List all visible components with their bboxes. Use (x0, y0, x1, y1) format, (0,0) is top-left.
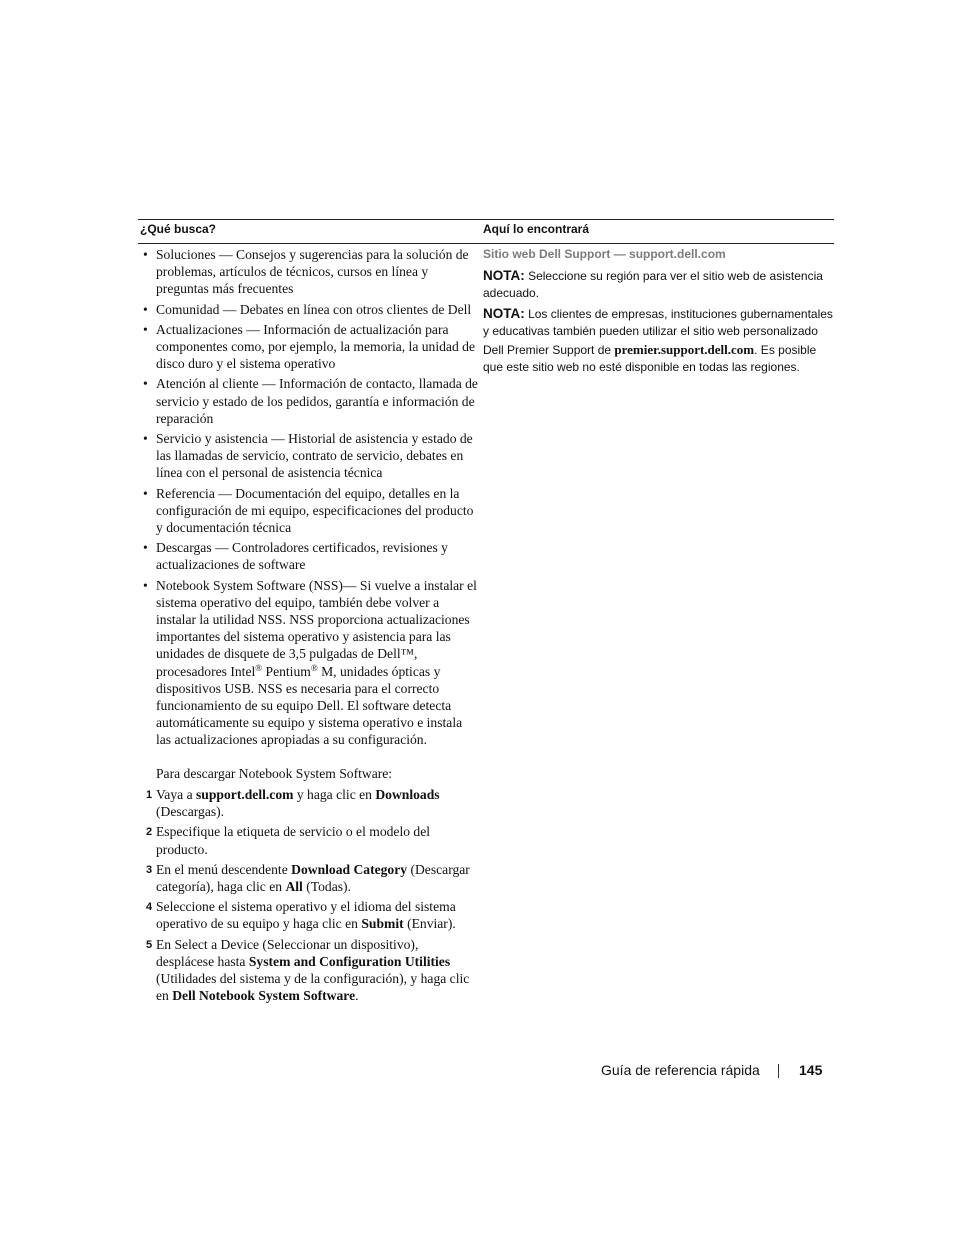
list-item-nss: • Notebook System Software (NSS)— Si vuelve a instalar el sistema operativo del equipo, también debe volver a instalar la utilidad NSS. NSS proporciona actualizaciones importantes del sistema operativo y asistencia para las unidades de disquete de 3,5 pulgadas de Dell™, procesadores Intel® Pentium® M, unidades ópticas y dispositivos USB. NSS es necesaria para el correcto funcionamiento de su equipo Dell. El software detecta automáticamente su equipo y sistema operativo e instala las actualizaciones apropiadas a su configuración. (143, 577, 477, 748)
bullet-icon: • (143, 247, 148, 262)
list-item: • Servicio y asistencia — Historial de asistencia y estado de las llamadas de servicio, contrato de servicio, debates en línea con el personal de asistencia técnica (143, 431, 473, 481)
header-what-looking-for: ¿Qué busca? (140, 222, 217, 236)
support-site-link[interactable]: support.dell.com (196, 786, 294, 802)
premier-support-url[interactable]: premier.support.dell.com (614, 341, 755, 357)
download-steps (138, 786, 478, 1004)
support-site-url[interactable]: support.dell.com (629, 247, 726, 261)
note-label: NOTA: (483, 267, 525, 283)
list-item: • Atención al cliente — Información de contacto, llamada de servicio y estado de los pedidos, garantía e información de reparación (143, 376, 478, 426)
submit-label: Submit (361, 916, 404, 932)
bullet-icon: • (143, 540, 148, 556)
bullet-icon: • (143, 301, 148, 317)
all-label: All (285, 878, 303, 894)
support-site-heading: Sitio web Dell Support — support.dell.com (483, 247, 726, 261)
downloads-label: Downloads (375, 786, 440, 802)
note-region: NOTA: Seleccione su región para ver el sitio web de asistencia adecuado. (483, 267, 823, 300)
bullet-icon: • (143, 485, 148, 501)
footer-divider (778, 1064, 779, 1078)
step-item: 5 En Select a Device (Seleccionar un dispositivo), desplácese hasta System and Configuration Utilities (Utilidades del sistema y de la configuración), y haga clic en Dell Notebook System Software. (146, 936, 470, 1004)
step-item: 3 En el menú descendente Download Category (Descargar categoría), haga clic en All (Todas). (146, 861, 470, 894)
page-number: 145 (799, 1062, 823, 1078)
dell-nss-label: Dell Notebook System Software (172, 988, 356, 1004)
system-config-utilities-label: System and Configuration Utilities (248, 953, 451, 969)
note-premier: NOTA: Los clientes de empresas, instituciones gubernamentales y educativas también pueden utilizar el sitio web personalizado Dell Premier Support de premier.support.dell.com. Es posible que este sitio web no esté disponible en todas las regiones. (483, 305, 833, 374)
bullet-icon: • (143, 321, 148, 337)
right-column (483, 246, 835, 379)
table-header-rule (138, 243, 834, 244)
note-label: NOTA: (483, 305, 525, 321)
list-item: • Comunidad — Debates en línea con otros clientes de Dell (143, 301, 472, 317)
bullet-icon: • (143, 376, 148, 392)
topic-list (138, 246, 478, 749)
list-item: • Referencia — Documentación del equipo, detalles en la configuración de mi equipo, especificaciones del producto y documentación técnica (143, 485, 474, 536)
table-top-rule (138, 219, 834, 220)
header-where-to-find: Aquí lo encontrará (483, 222, 590, 236)
left-column (138, 246, 478, 1007)
list-item: • Descargas — Controladores certificados, revisiones y actualizaciones de software (143, 540, 448, 573)
download-category-label: Download Category (291, 861, 408, 877)
bullet-icon: • (143, 577, 148, 593)
list-item: • Actualizaciones — Información de actualización para componentes como, por ejemplo, la memoria, la unidad de disco duro y el sistema operativo (143, 321, 475, 372)
step-item: 1 Vaya a support.dell.com y haga clic en Downloads (Descargas). (146, 786, 440, 820)
page-footer (0, 1062, 954, 1082)
footer-title: Guía de referencia rápida (601, 1062, 760, 1078)
list-item: • Soluciones — Consejos y sugerencias para la solución de problemas, artículos de técnicos, cursos en línea y preguntas más frecuentes (143, 247, 469, 297)
step-item: 4 Seleccione el sistema operativo y el idioma del sistema operativo de su equipo y haga clic en Submit (Enviar). (146, 899, 456, 932)
download-intro: Para descargar Notebook System Software: (156, 765, 393, 781)
step-item: 2 Especifique la etiqueta de servicio o el modelo del producto. (146, 824, 431, 857)
bullet-icon: • (143, 431, 148, 447)
